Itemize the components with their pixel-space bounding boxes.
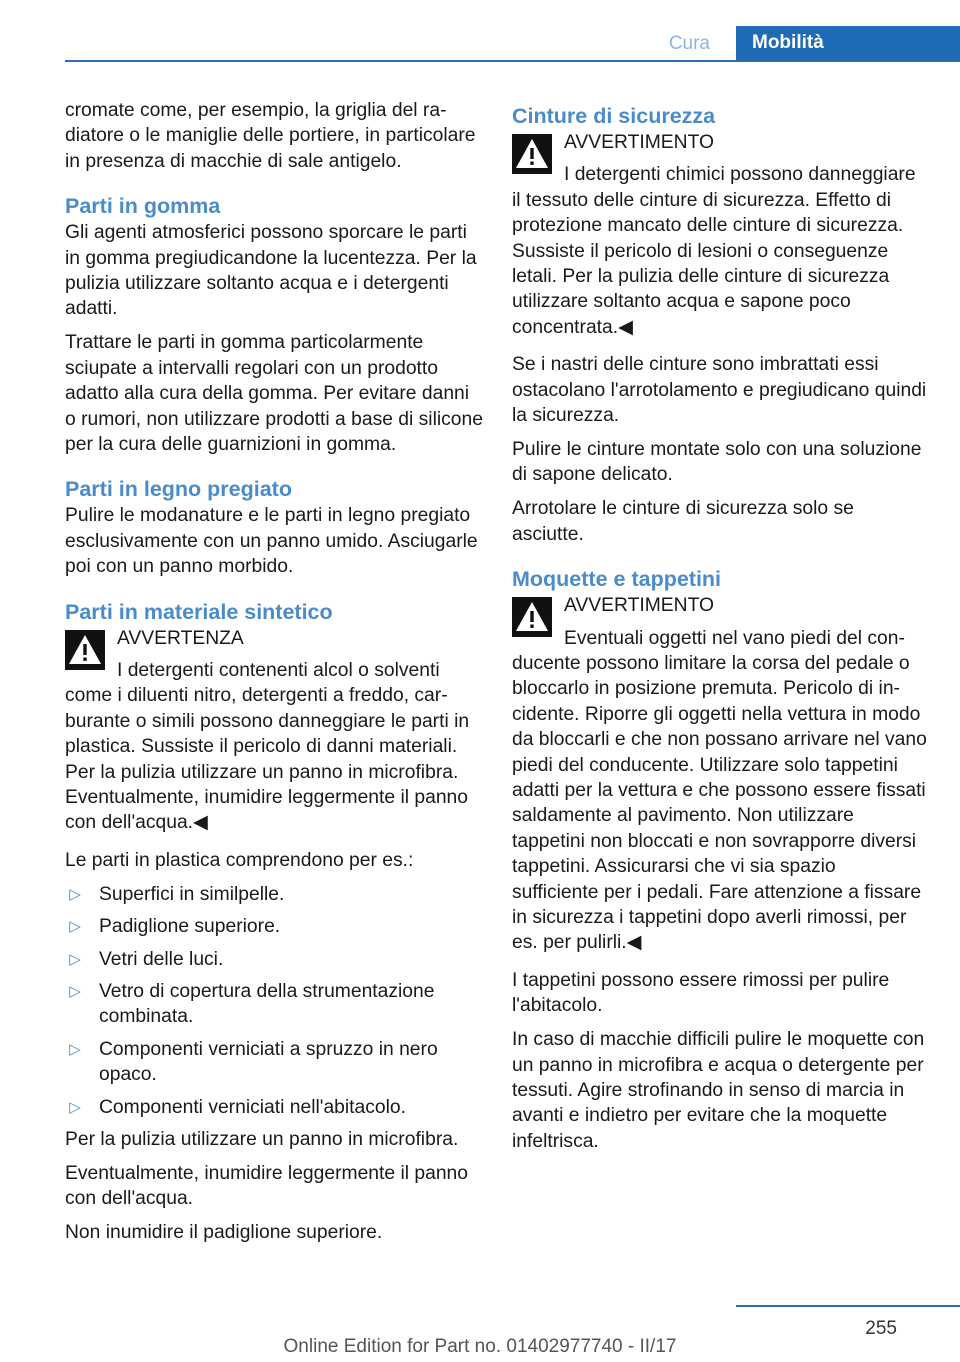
bullet-triangle-icon: ▷ — [69, 950, 81, 968]
list-item: ▷ Vetri delle luci. — [65, 947, 483, 972]
warning-box-moquette — [512, 593, 927, 956]
bullet-triangle-icon: ▷ — [69, 918, 81, 936]
gomma-paragraph-2: Trattare le parti in gomma particolarmente sciupate a intervalli regolari con un prodotto adatto alla cura della gomma. Per evitare danni o rumori, non utilizzare prodotti a base di silicone per la cura delle guarnizioni in gomma. — [65, 332, 483, 455]
warning-title: AVVERTIMENTO — [564, 595, 714, 617]
warning-box-sintetico — [65, 626, 483, 836]
page-header — [0, 0, 960, 62]
list-item: ▷ Superfici in similpelle. — [65, 882, 483, 907]
plastic-parts-list — [65, 882, 483, 1120]
tab-cura[interactable]: Cura — [668, 33, 710, 54]
warning-title: AVVERTIMENTO — [564, 132, 714, 153]
cinture-paragraph-1: Se i nastri delle cinture sono imbrattati essi ostacolano l'arrotolamento e pregiudicano quindi la sicurezza. — [512, 354, 927, 427]
cinture-paragraph-2: Pulire le cinture montate solo con una soluzione di sapone delicato. — [512, 438, 922, 486]
heading-materiale-sintetico: Parti in materiale sintetico — [65, 599, 333, 624]
header-rule — [65, 60, 960, 62]
warning-triangle-icon — [65, 630, 105, 670]
after-list-paragraph-1: Per la pulizia utilizzare un panno in microfibra. — [65, 1129, 459, 1150]
footer-rule — [736, 1305, 960, 1307]
list-item: ▷ Vetro di copertura della strumentazione combinata. — [65, 979, 483, 1030]
heading-parti-in-legno: Parti in legno pregiato — [65, 477, 292, 502]
warning-box-cinture — [512, 130, 927, 340]
after-list-paragraph-3: Non inumidire il padiglione superiore. — [65, 1222, 383, 1244]
gomma-paragraph-1: Gli agenti atmosferici possono sporcare le parti in gomma pregiudicandone la lucentezza. Per la pulizia utilizzare soltanto acqua e i detergenti adatti. — [65, 222, 477, 320]
left-column — [65, 98, 483, 1254]
legno-paragraph-1: Pulire le modanature e le parti in legno pregiato esclusivamente con un panno umido. Asciugarle poi con un panno morbido. — [65, 505, 478, 578]
warning-triangle-icon — [512, 597, 552, 637]
list-intro: Le parti in plastica comprendono per es.: — [65, 849, 414, 871]
warning-triangle-icon — [512, 134, 552, 174]
cinture-paragraph-3: Arrotolare le cinture di sicurezza solo se asciutte. — [512, 498, 854, 545]
warning-title: AVVERTENZA — [117, 627, 244, 649]
heading-moquette: Moquette e tappetini — [512, 567, 722, 592]
heading-parti-in-gomma: Parti in gomma — [65, 194, 221, 219]
bullet-triangle-icon: ▷ — [69, 885, 81, 903]
list-item: ▷ Componenti verniciati nell'abitacolo. — [65, 1095, 483, 1120]
tab-mobilita[interactable]: Mobilità — [736, 26, 960, 60]
moquette-paragraph-1: I tappetini possono essere rimossi per pulire l'abitacolo. — [512, 969, 890, 1017]
bullet-triangle-icon: ▷ — [69, 982, 81, 1000]
bullet-triangle-icon: ▷ — [69, 1040, 81, 1058]
page-number: 255 — [865, 1318, 897, 1339]
heading-cinture: Cinture di sicurezza — [512, 104, 716, 128]
footer-edition-note: Online Edition for Part no. 01402977740 - II/17 — [283, 1336, 677, 1357]
list-item: ▷ Padiglione superiore. — [65, 914, 483, 939]
warning-text: Eventuali oggetti nel vano piedi del conducente possono limitare la corsa del pedale o bloccarlo in posizione premuta. Pericolo di incidente. Riporre gli oggetti nella vettura in modo da bloccarli e che non possano arrivare nel vano piedi del conducente. Utilizzare solo tappetini adatti per la vettura e che possono essere fissati saldamente al pavimento. Non utilizzare tappetini non bloccati e non sovrapporre diversi tappetini. Assicurarsi che vi sia spazio sufficiente per i pedali. Fare attenzione a fissare in sicurezza i tappetini dopo averli rimossi, per es. per pulirli.◀ — [512, 627, 927, 954]
warning-text: I detergenti chimici possono danneggiare il tessuto delle cinture di sicurezza. Effetto di protezione mancato delle cinture di sicurezza. Sussiste il pericolo di lesioni o conseguenze letali. Per la pulizia delle cinture di sicurezza utilizzare soltanto acqua e sapone poco concentrata.◀ — [512, 164, 916, 338]
warning-text: I detergenti contenenti alcol o solventi come i diluenti nitro, detergenti a freddo, carburante o simili possono danneggiare le parti in plastica. Sussiste il pericolo di danni materiali. Per la pulizia utilizzare un panno in microfibra. Eventualmente, inumidire leggermente il panno con dell'acqua.◀ — [65, 660, 470, 834]
right-column — [512, 98, 927, 1163]
bullet-triangle-icon: ▷ — [69, 1098, 81, 1116]
after-list-paragraph-2: Eventualmente, inumidire leggermente il panno con dell'acqua. — [65, 1162, 469, 1210]
moquette-paragraph-2: In caso di macchie difficili pulire le moquette con un panno in microfibra e acqua o detergente per tessuti. Agire strofinando in senso di marcia in avanti e indietro per evitare che la moquette infeltrisca. — [512, 1029, 925, 1152]
list-item: ▷ Componenti verniciati a spruzzo in nero opaco. — [65, 1037, 483, 1088]
intro-paragraph: cromate come, per esempio, la griglia del radiatore o le maniglie delle portiere, in particolare in presenza di macchie di sale antigelo. — [65, 100, 476, 172]
